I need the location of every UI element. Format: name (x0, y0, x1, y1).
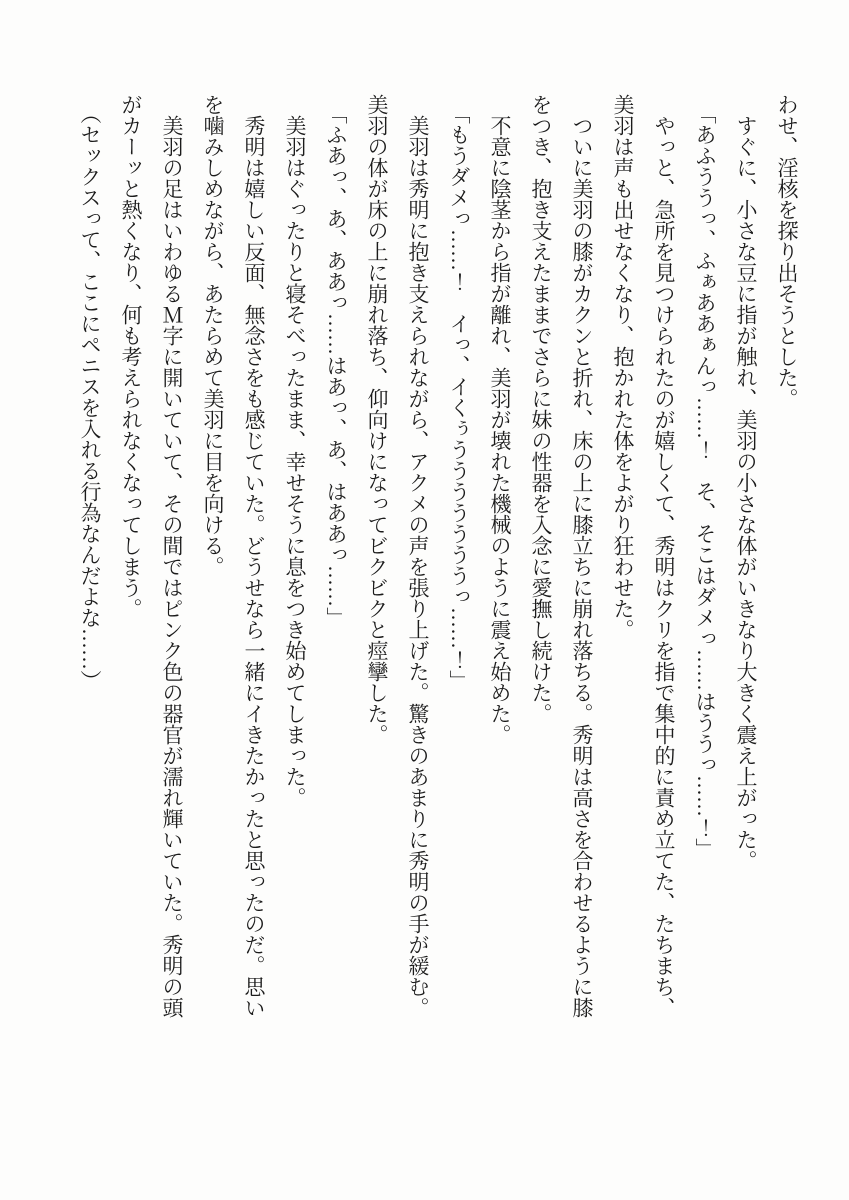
text-column: 美羽はぐったりと寝そべったまま、幸せそうに息をつき始めてしまった。 (283, 115, 307, 808)
text-column: わせ、淫核を探り出そうとした。 (775, 94, 799, 409)
text-column: を噛みしめながら、あたらめて美羽に目を向ける。 (201, 94, 225, 577)
text-column: 美羽は秀明に抱き支えられながら、アクメの声を張り上げた。驚きのあまりに秀明の手が緩む。 (406, 115, 430, 1018)
text-column: をつき、抱き支えたままでさらに妹の性器を入念に愛撫し続けた。 (529, 94, 553, 724)
text-column: やっと、急所を見つけられたのが嬉しくて、秀明はクリを指で集中的に責め立てた、たちまち、 (652, 115, 676, 1018)
text-column: 「もうダメっ……！ イっ、イくぅうううううううっ……！」 (447, 103, 471, 692)
text-column: （セックスって、ここにペニスを入れる行為なんだよな……） (78, 103, 102, 692)
text-column: 「あふううっ、ふぁああぁんっ……！ そ、そこはダメっ……はううっ……！」 (693, 103, 717, 860)
text-column: 不意に陰茎から指が離れ、美羽が壊れた機械のように震え始めた。 (488, 115, 512, 745)
text-column: 美羽の体が床の上に崩れ落ち、仰向けになってビクビクと痙攣した。 (365, 94, 389, 745)
text-column: がカーッと熱くなり、何も考えられなくなってしまう。 (119, 94, 143, 619)
text-column: すぐに、小さな豆に指が触れ、美羽の小さな体がいきなり大きく震え上がった。 (734, 115, 758, 871)
text-column: 美羽の足はいわゆるＭ字に開いていて、その間ではピンク色の器官が濡れ輝いていた。秀明の頭 (160, 115, 184, 1018)
text-column: 美羽は声も出せなくなり、抱かれた体をよがり狂わせた。 (611, 94, 635, 640)
text-columns (69, 94, 807, 1022)
text-column: 秀明は嬉しい反面、無念さをも感じていた。どうせなら一緒にイきたかったと思ったのだ。思い (242, 115, 266, 1018)
text-column: ついに美羽の膝がカクンと折れ、床の上に膝立ちに崩れ落ちる。秀明は高さを合わせるように膝 (570, 115, 594, 1018)
text-column: 「ふあっ、あ、ああっ……はあっ、あ、はああっ……」 (324, 103, 348, 629)
